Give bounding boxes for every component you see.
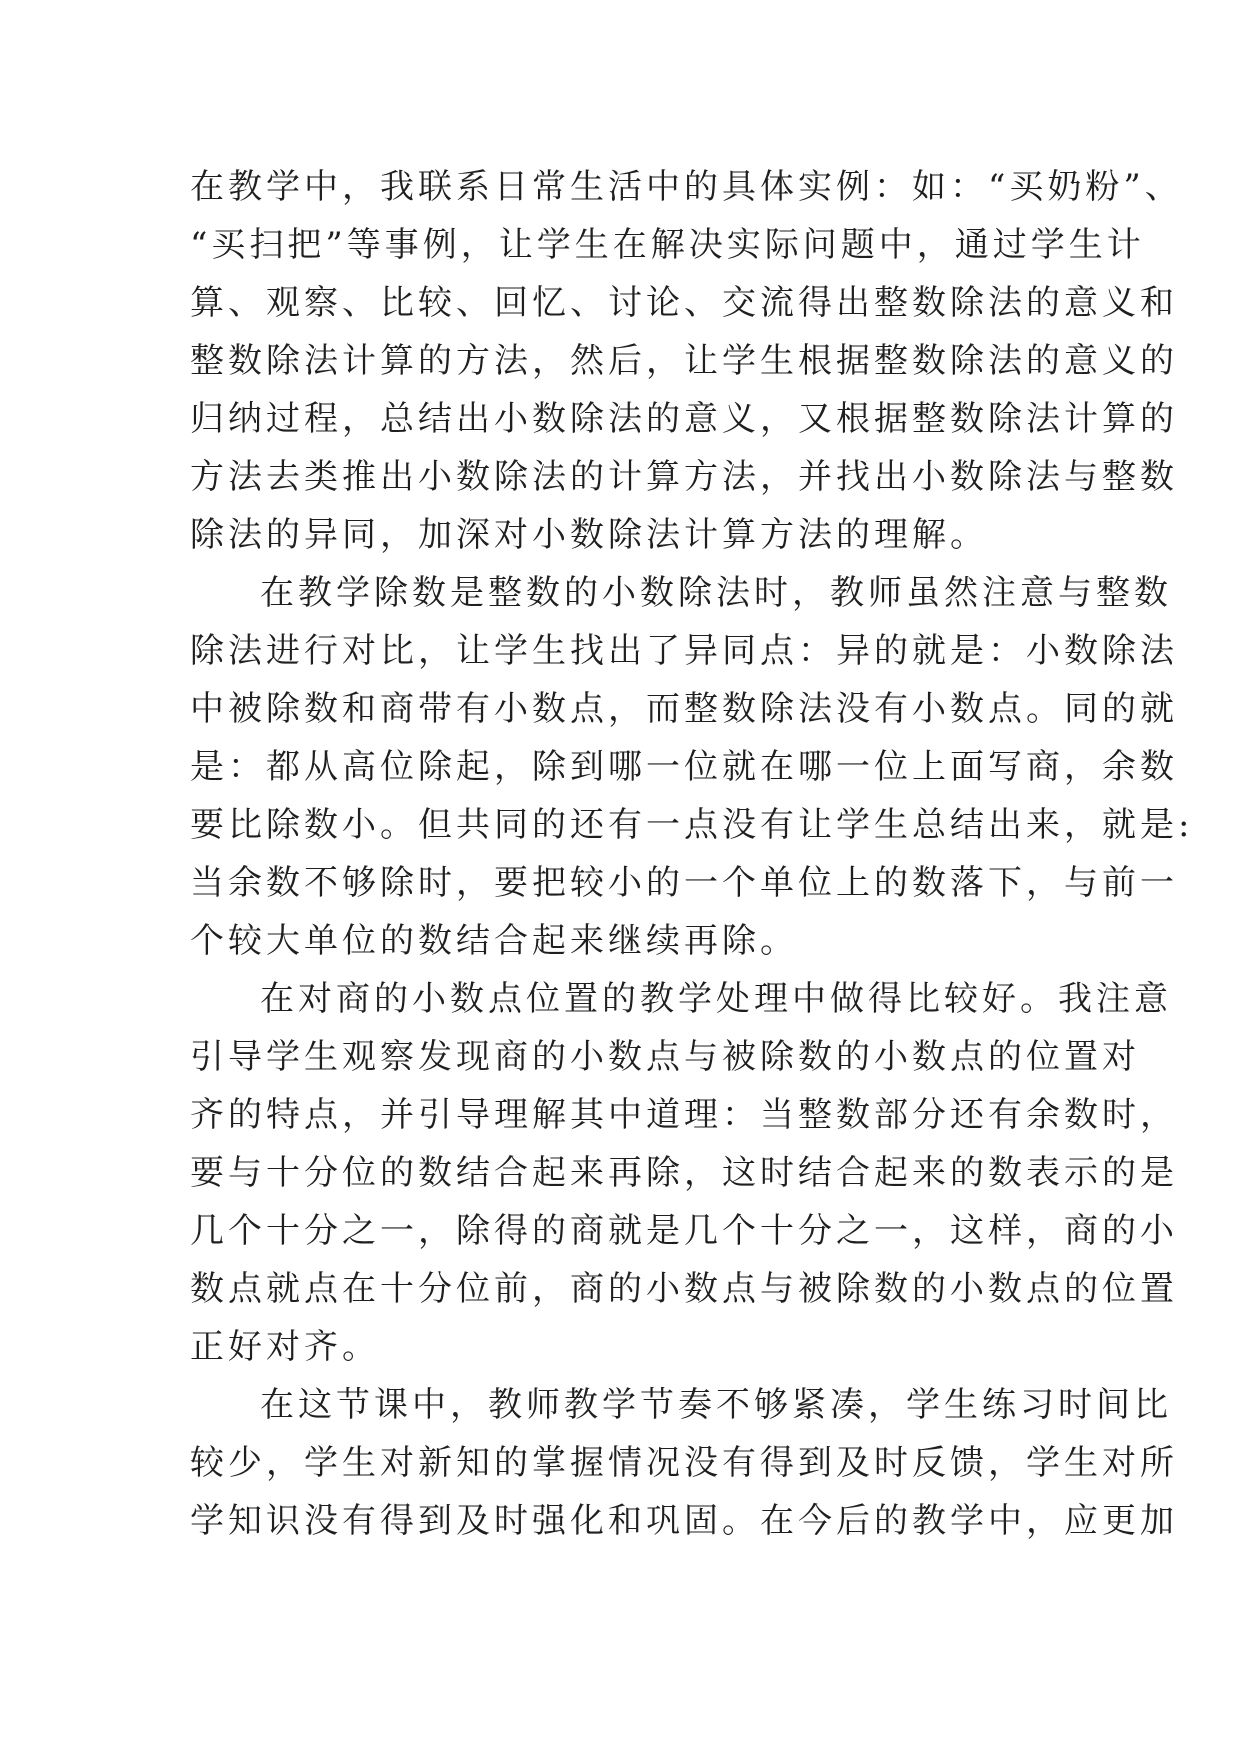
- paragraph-3: [190, 970, 1178, 1376]
- text-line: 是：都从高位除起，除到哪一位就在哪一位上面写商，余数: [190, 747, 1178, 787]
- paragraph-1: [190, 158, 1183, 564]
- text-line: 算、观察、比较、回忆、讨论、交流得出整数除法的意义和: [190, 283, 1178, 323]
- text-line: 在对商的小数点位置的教学处理中做得比较好。我注意: [260, 979, 1172, 1019]
- text-line: 齐的特点，并引导理解其中道理：当整数部分还有余数时，: [190, 1095, 1178, 1135]
- text-line: 要与十分位的数结合起来再除，这时结合起来的数表示的是: [190, 1153, 1178, 1193]
- paragraph-2: [190, 564, 1194, 970]
- text-line: 个较大单位的数结合起来继续再除。: [190, 921, 798, 961]
- text-line: 当余数不够除时，要把较小的一个单位上的数落下，与前一: [190, 863, 1178, 903]
- text-line: 方法去类推出小数除法的计算方法，并找出小数除法与整数: [190, 457, 1178, 497]
- text-line: 数点就点在十分位前，商的小数点与被除数的小数点的位置: [190, 1269, 1178, 1309]
- text-line: 在这节课中，教师教学节奏不够紧凑，学生练习时间比: [260, 1385, 1172, 1425]
- document-body: [190, 158, 1194, 1550]
- text-line: 较少，学生对新知的掌握情况没有得到及时反馈，学生对所: [190, 1443, 1178, 1483]
- text-line: 除法进行对比，让学生找出了异同点：异的就是：小数除法: [190, 631, 1178, 671]
- text-line: 几个十分之一，除得的商就是几个十分之一，这样，商的小: [190, 1211, 1178, 1251]
- text-line: 在教学中，我联系日常生活中的具体实例：如：“买奶粉”、: [190, 167, 1183, 207]
- text-line: 归纳过程，总结出小数除法的意义，又根据整数除法计算的: [190, 399, 1178, 439]
- text-line: 学知识没有得到及时强化和巩固。在今后的教学中，应更加: [190, 1501, 1178, 1541]
- text-line: 要比除数小。但共同的还有一点没有让学生总结出来，就是:: [190, 805, 1194, 845]
- text-line: 中被除数和商带有小数点，而整数除法没有小数点。同的就: [190, 689, 1178, 729]
- text-line: 除法的异同，加深对小数除法计算方法的理解。: [190, 515, 988, 555]
- text-line: “买扫把”等事例，让学生在解决实际问题中，通过学生计: [190, 225, 1145, 265]
- text-line: 在教学除数是整数的小数除法时，教师虽然注意与整数: [260, 573, 1172, 613]
- text-line: 引导学生观察发现商的小数点与被除数的小数点的位置对: [190, 1037, 1140, 1077]
- paragraph-4: [190, 1376, 1178, 1550]
- text-line: 整数除法计算的方法，然后，让学生根据整数除法的意义的: [190, 341, 1178, 381]
- text-line: 正好对齐。: [190, 1327, 380, 1367]
